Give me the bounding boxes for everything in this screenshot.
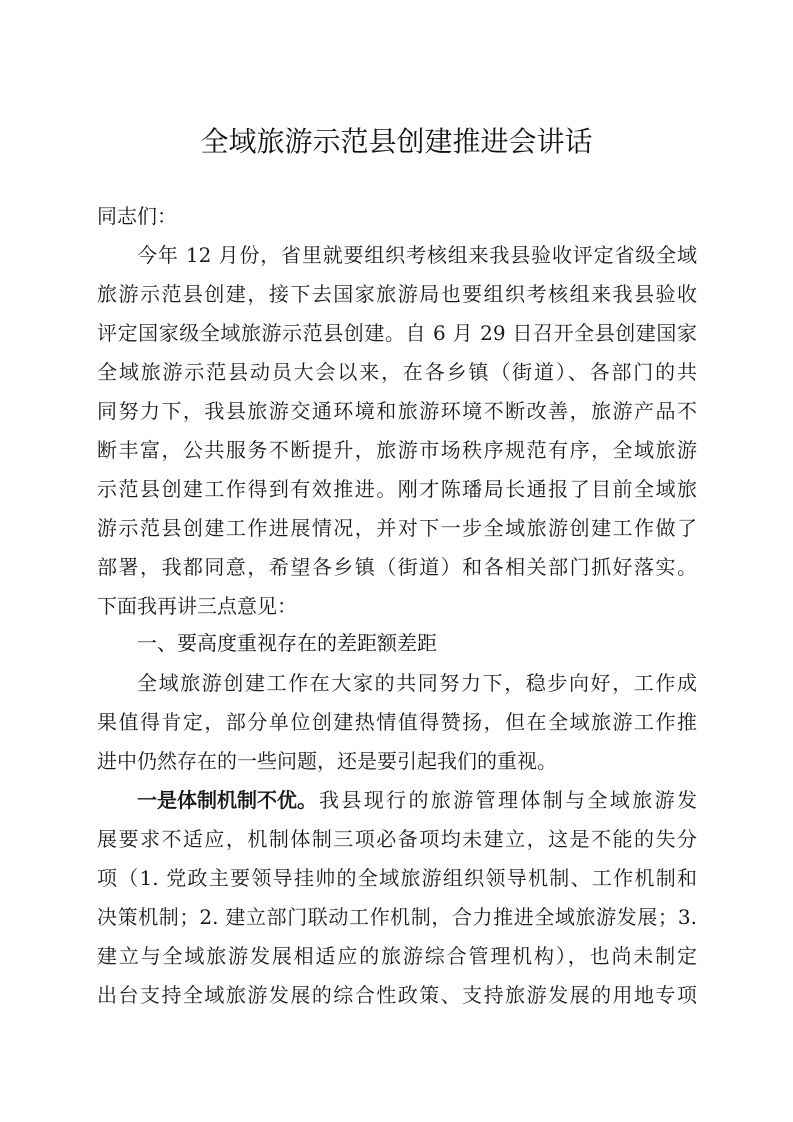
- paragraph-line: 今年 12 月份，省里就要组织考核组来我县验收评定省级全域: [137, 243, 697, 267]
- paragraph-line: 断丰富，公共服务不断提升，旅游市场秩序规范有序，全域旅游: [97, 438, 697, 462]
- paragraph-line: 部署，我都同意，希望各乡镇（街道）和各相关部门抓好落实。: [97, 555, 697, 579]
- paragraph-line: 示范县创建工作得到有效推进。刚才陈璠局长通报了目前全域旅: [97, 477, 697, 501]
- point-lead: 一是体制机制不优。: [137, 788, 317, 812]
- paragraph-line: 项（1. 党政主要领导挂帅的全域旅游组织领导机制、工作机制和: [97, 866, 697, 890]
- paragraph-line: 进中仍然存在的一些问题，还是要引起我们的重视。: [97, 749, 557, 773]
- paragraph-line: 决策机制；2. 建立部门联动工作机制，合力推进全域旅游发展；3.: [97, 905, 697, 929]
- paragraph-line: 同努力下，我县旅游交通环境和旅游环境不断改善，旅游产品不: [97, 399, 697, 423]
- point-first-line: [137, 787, 697, 813]
- point-first-line-rest: 我县现行的旅游管理体制与全域旅游发: [319, 788, 697, 812]
- paragraph-line: 展要求不适应，机制体制三项必备项均未建立，这是不能的失分: [97, 827, 697, 851]
- paragraph-line: 下面我再讲三点意见：: [97, 594, 297, 618]
- document-title: 全域旅游示范县创建推进会讲话: [200, 125, 593, 158]
- section-heading: 一、要高度重视存在的差距额差距: [137, 631, 437, 655]
- paragraph-line: 游示范县创建工作进展情况，并对下一步全域旅游创建工作做了: [97, 516, 697, 540]
- salutation: 同志们：: [97, 204, 177, 228]
- paragraph-line: 全域旅游创建工作在大家的共同努力下，稳步向好，工作成: [137, 671, 697, 695]
- paragraph-line: 全域旅游示范县动员大会以来，在各乡镇（街道）、各部门的共: [97, 360, 697, 384]
- paragraph-line: 旅游示范县创建，接下去国家旅游局也要组织考核组来我县验收: [97, 282, 697, 306]
- paragraph-line: 果值得肯定，部分单位创建热情值得赞扬，但在全域旅游工作推: [97, 710, 697, 734]
- paragraph-line: 建立与全域旅游发展相适应的旅游综合管理机构），也尚未制定: [97, 944, 697, 968]
- paragraph-line: 出台支持全域旅游发展的综合性政策、支持旅游发展的用地专项: [97, 983, 697, 1007]
- paragraph-line: 评定国家级全域旅游示范县创建。自 6 月 29 日召开全县创建国家: [97, 321, 697, 345]
